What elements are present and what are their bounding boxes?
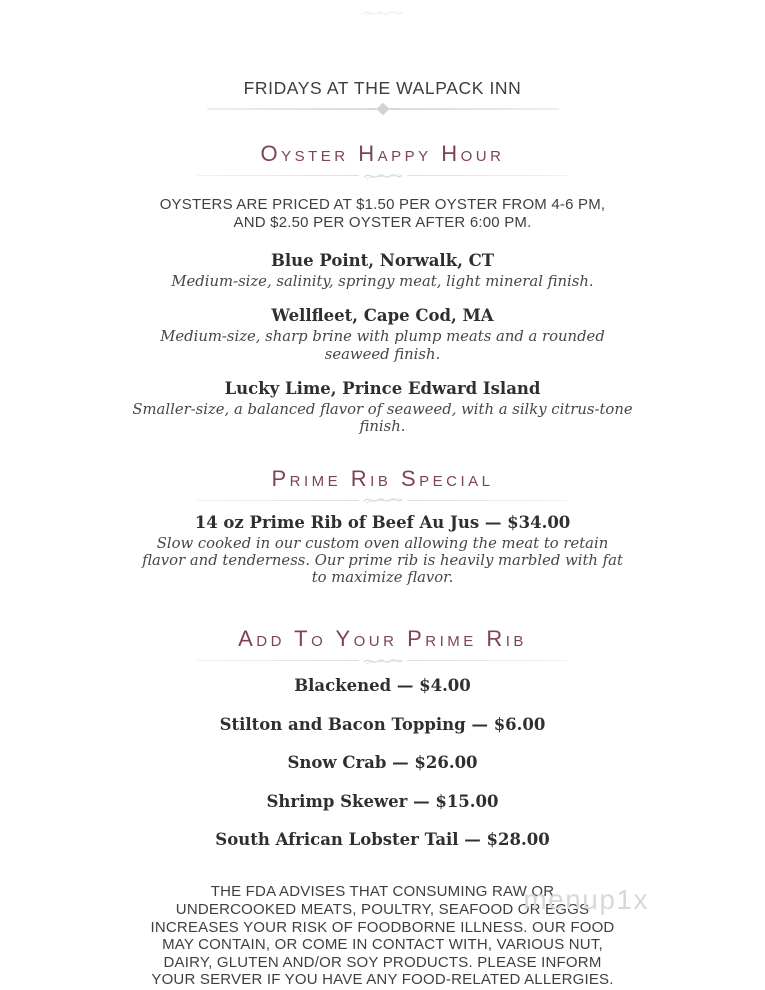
oyster-pricing-note	[0, 196, 765, 231]
fda-advisory	[0, 883, 765, 989]
addon-item: South African Lobster Tail — $28.00	[215, 830, 550, 850]
oyster-pricing-line: OYSTERS ARE PRICED AT $1.50 PER OYSTER FROM 4-6 PM,	[159, 196, 606, 213]
section-divider	[197, 175, 569, 176]
section-divider	[197, 660, 569, 661]
item-name: Blue Point, Norwalk, CT	[270, 251, 495, 271]
section-divider	[197, 500, 569, 501]
title-divider	[207, 108, 559, 110]
addon-item: Snow Crab — $26.00	[287, 753, 478, 773]
item-name: 14 oz Prime Rib of Beef Au Jus — $34.00	[194, 512, 571, 532]
addon-item: Blackened — $4.00	[294, 676, 471, 696]
item-description: Smaller-size, a balanced flavor of seaweed, with a silky citrus-tone finish.	[132, 400, 633, 436]
fda-advisory-line: MAY CONTAIN, OR COME IN CONTACT WITH, VARIOUS NUT,	[162, 936, 603, 954]
flourish-icon	[359, 495, 407, 505]
addon-item: Stilton and Bacon Topping — $6.00	[219, 714, 546, 734]
item-name: Lucky Lime, Prince Edward Island	[224, 379, 541, 399]
diamond-icon	[376, 103, 389, 116]
flourish-icon	[359, 656, 407, 666]
fda-advisory-line: YOUR SERVER IF YOU HAVE ANY FOOD-RELATED ALLERGIES.	[151, 971, 614, 989]
section-heading-oyster-happy-hour: Oyster Happy Hour	[260, 141, 505, 166]
menu-item	[0, 514, 765, 587]
fda-advisory-line: THE FDA ADVISES THAT CONSUMING RAW OR	[210, 883, 555, 901]
flourish-icon	[361, 6, 405, 18]
fda-advisory-line: INCREASES YOUR RISK OF FOODBORNE ILLNESS. OUR FOOD	[150, 918, 615, 936]
fda-advisory-line: UNDERCOOKED MEATS, POULTRY, SEAFOOD OR EGGS	[175, 901, 590, 919]
item-description: Slow cooked in our custom oven allowing the meat to retain flavor and tenderness. Our prime rib is heavily marbled with fat to maximize flavor.	[142, 534, 623, 587]
menu-item	[0, 380, 765, 436]
menupix-watermark: menup1x	[523, 884, 649, 915]
section-heading-add-to-your-prime-rib: Add To Your Prime Rib	[238, 626, 527, 652]
menu-item	[0, 307, 765, 363]
item-name: Wellfleet, Cape Cod, MA	[271, 306, 494, 326]
item-description: Medium-size, salinity, springy meat, light mineral finish.	[171, 273, 594, 291]
fda-advisory-line: DAIRY, GLUTEN AND/OR SOY PRODUCTS. PLEASE INFORM	[163, 953, 602, 971]
page-title: FRIDAYS AT THE WALPACK INN	[243, 78, 522, 98]
addon-item: Shrimp Skewer — $15.00	[266, 791, 499, 811]
oyster-pricing-line: AND $2.50 PER OYSTER AFTER 6:00 PM.	[233, 213, 532, 231]
flourish-icon	[359, 171, 407, 181]
menu-item	[0, 252, 765, 290]
item-description: Medium-size, sharp brine with plump meats and a rounded seaweed finish.	[160, 328, 605, 363]
section-heading-prime-rib-special: Prime Rib Special	[271, 465, 494, 491]
